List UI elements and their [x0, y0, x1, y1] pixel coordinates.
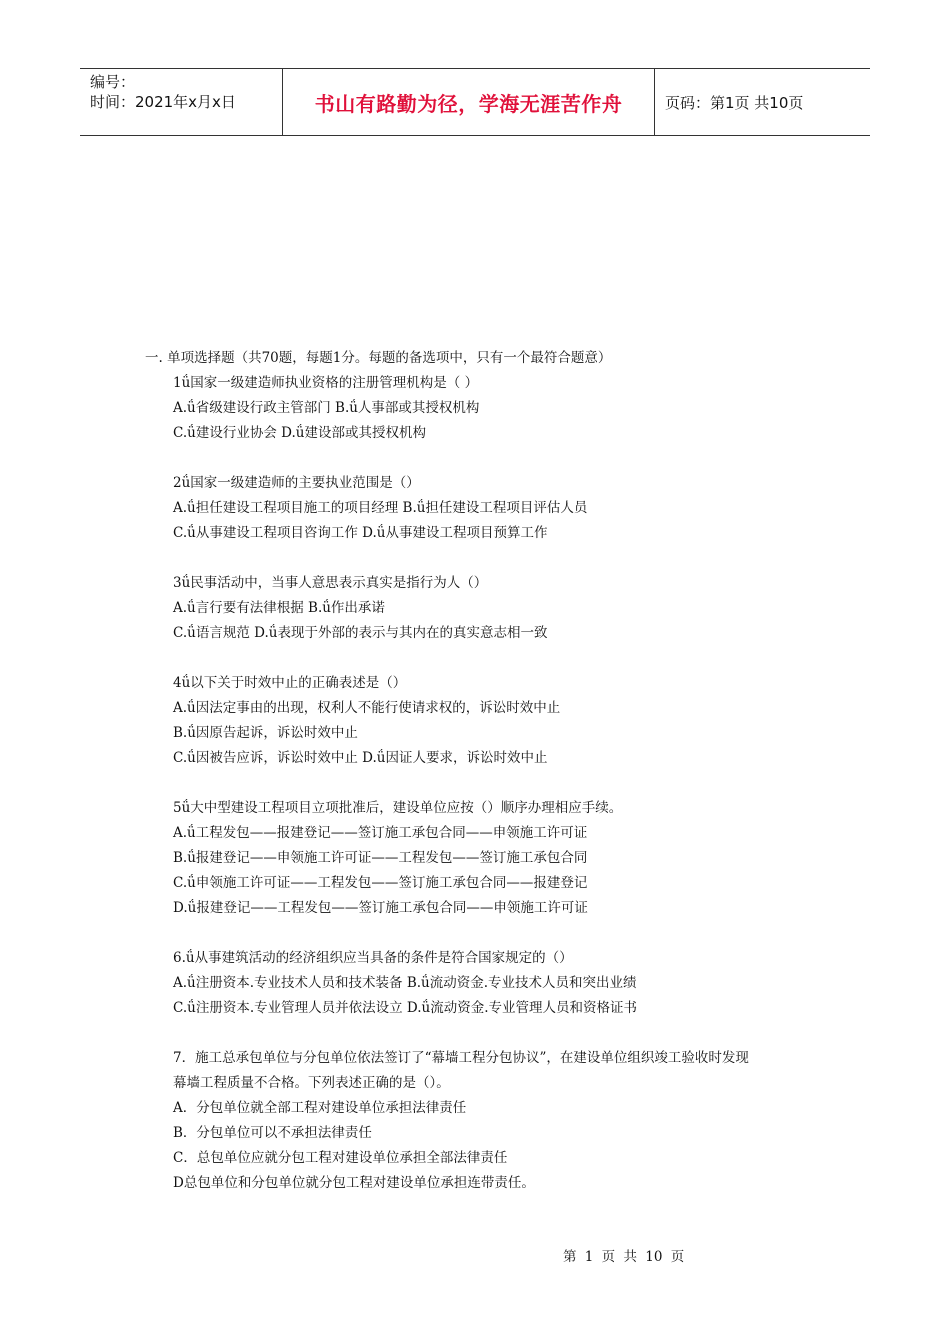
question-line: A.ǘ工程发包——报建登记——签订施工承包合同——申领施工许可证: [173, 825, 588, 841]
header-page-info: 页码：第1页 共10页: [665, 93, 804, 112]
page-footer: 第 1 页 共 10 页: [563, 1249, 685, 1265]
question-line: 幕墙工程质量不合格。下列表述正确的是（）。: [173, 1075, 450, 1091]
question-list: [145, 371, 825, 1196]
question-spacer: [173, 771, 825, 796]
document-time-label: 时间：2021年x月x日: [90, 93, 236, 111]
question-line: A．分包单位就全部工程对建设单位承担法律责任: [173, 1100, 467, 1116]
question-spacer: [173, 446, 825, 471]
question-line: B.ǘ报建登记——申领施工许可证——工程发包——签订施工承包合同: [173, 850, 588, 866]
question-line: C．总包单位应就分包工程对建设单位承担全部法律责任: [173, 1150, 508, 1166]
question-line: A.ǘ担任建设工程项目施工的项目经理 B.ǘ担任建设工程项目评估人员: [173, 500, 588, 516]
question-stem: 3ǘ民事活动中，当事人意思表示真实是指行为人（）: [173, 575, 488, 591]
question-line: A.ǘ言行要有法律根据 B.ǘ作出承诺: [173, 600, 385, 616]
question-item: [173, 796, 825, 921]
page-header: [80, 68, 870, 136]
question-line: D总包单位和分包单位就分包工程对建设单位承担连带责任。: [173, 1175, 535, 1191]
question-line: C.ǘ注册资本.专业管理人员并依法设立 D.ǘ流动资金.专业管理人员和资格证书: [173, 1000, 638, 1016]
question-item: [173, 1046, 825, 1196]
question-item: [173, 471, 825, 546]
question-item: [173, 571, 825, 646]
question-spacer: [173, 921, 825, 946]
section-title: 一. 单项选择题（共70题，每题1分。每题的备选项中，只有一个最符合题意）: [145, 350, 612, 366]
question-spacer: [173, 546, 825, 571]
question-line: C.ǘ申领施工许可证——工程发包——签订施工承包合同——报建登记: [173, 875, 588, 891]
question-line: B.ǘ因原告起诉，诉讼时效中止: [173, 725, 358, 741]
question-stem: 7．施工总承包单位与分包单位依法签订了“幕墙工程分包协议”，在建设单位组织竣工验收时发现: [173, 1050, 749, 1066]
document-number-label: 编号：: [90, 73, 136, 91]
question-item: [173, 371, 825, 446]
question-spacer: [173, 1021, 825, 1046]
question-line: C.ǘ建设行业协会 D.ǘ建设部或其授权机构: [173, 425, 426, 441]
question-line: A.ǘ省级建设行政主管部门 B.ǘ人事部或其授权机构: [173, 400, 480, 416]
question-line: D.ǘ报建登记——工程发包——签订施工承包合同——申领施工许可证: [173, 900, 588, 916]
question-line: A.ǘ注册资本.专业技术人员和技术装备 B.ǘ流动资金.专业技术人员和突出业绩: [173, 975, 637, 991]
header-motto: 书山有路勤为径，学海无涯苦作舟: [283, 69, 655, 135]
question-stem: 4ǘ以下关于时效中止的正确表述是（）: [173, 675, 407, 691]
question-line: B．分包单位可以不承担法律责任: [173, 1125, 372, 1141]
question-stem: 6.ǘ从事建筑活动的经济组织应当具备的条件是符合国家规定的（）: [173, 950, 573, 966]
header-meta: [80, 69, 283, 135]
question-line: C.ǘ因被告应诉，诉讼时效中止 D.ǘ因证人要求，诉讼时效中止: [173, 750, 548, 766]
question-item: [173, 671, 825, 771]
question-line: C.ǘ从事建设工程项目咨询工作 D.ǘ从事建设工程项目预算工作: [173, 525, 548, 541]
document-body: [145, 346, 825, 1196]
question-stem: 2ǘ国家一级建造师的主要执业范围是（）: [173, 475, 420, 491]
question-item: [173, 946, 825, 1021]
question-stem: 5ǘ大中型建设工程项目立项批准后，建设单位应按（）顺序办理相应手续。: [173, 800, 623, 816]
question-line: A.ǘ因法定事由的出现，权利人不能行使请求权的，诉讼时效中止: [173, 700, 561, 716]
question-stem: 1ǘ国家一级建造师执业资格的注册管理机构是（ ）: [173, 375, 479, 391]
question-spacer: [173, 646, 825, 671]
question-line: C.ǘ语言规范 D.ǘ表现于外部的表示与其内在的真实意志相一致: [173, 625, 548, 641]
